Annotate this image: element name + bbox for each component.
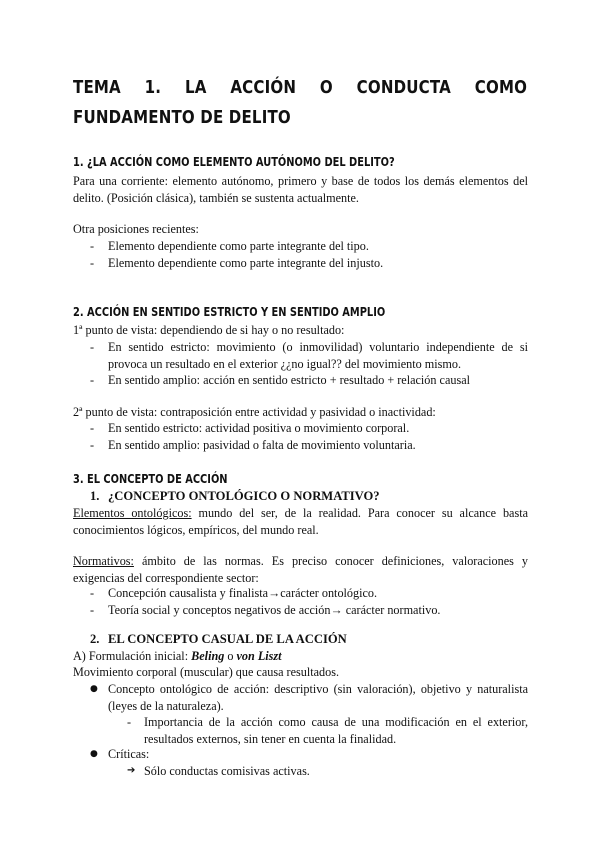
arrow-icon: ➔ [127, 765, 136, 776]
subsection-2-number: 2. [90, 632, 100, 646]
list-dash: - [90, 256, 95, 270]
formulation-prefix: A) Formulación inicial: [73, 649, 192, 663]
subsection-2-title: EL CONCEPTO CASUAL DE LA ACCIÓN [108, 632, 347, 646]
ontological-text: mundo del ser, de la realidad. Para conocer su alcance basta conocimientos lógicos, empíricos, del mundo real. [73, 506, 528, 537]
normative-text: ámbito de las normas. Es preciso conocer definiciones, valoraciones y exigencias del correspondiente sector: [73, 554, 528, 585]
author-beling: Beling [191, 649, 225, 663]
list-dash: - [90, 421, 95, 435]
list-item: En sentido amplio: acción en sentido estricto + resultado + relación causal [108, 373, 470, 387]
list-dash: - [127, 715, 132, 729]
list-dash: - [90, 239, 95, 253]
list-item: Teoría social y conceptos negativos de acción→ carácter normativo. [108, 603, 441, 617]
list-item: Importancia de la acción como causa de una modificación en el exterior, resultados externos, sin tener en cuenta la finalidad. [144, 715, 528, 746]
list-dash: - [90, 340, 95, 354]
list-item: En sentido estricto: movimiento (o inmovilidad) voluntario independiente de si provoca un resultado en el exterior ¿¿no igual?? del movimiento mismo. [108, 340, 528, 371]
list-item: En sentido estricto: actividad positiva o movimiento corporal. [108, 421, 410, 435]
list-dash: - [90, 603, 95, 617]
formulation-line [73, 648, 528, 665]
bullet-dot: ● [90, 684, 98, 694]
section-1-heading: 1. ¿LA ACCIÓN COMO ELEMENTO AUTÓNOMO DEL DELITO? [73, 155, 395, 169]
list-item: Elemento dependiente como parte integrante del injusto. [108, 256, 384, 270]
list-item: En sentido amplio: pasividad o falta de movimiento voluntaria. [108, 438, 416, 452]
list-item: Concepto ontológico de acción: descriptivo (sin valoración), objetivo y naturalista (leyes de la naturaleza). [108, 682, 528, 713]
list-item: Elemento dependiente como parte integrante del tipo. [108, 239, 369, 253]
section-2-heading: 2. ACCIÓN EN SENTIDO ESTRICTO Y EN SENTIDO AMPLIO [73, 305, 386, 319]
author-von-liszt: von Liszt [236, 649, 282, 663]
ontological-label: Elementos ontológicos: [73, 506, 192, 520]
section-1-paragraph: Para una corriente: elemento autónomo, primero y base de todos los demás elementos del delito. (Posición clásica), también se sustenta actualmente. [73, 174, 528, 205]
list-item: Críticas: [108, 747, 150, 761]
connector: o [224, 649, 237, 663]
subsection-1-title: ¿CONCEPTO ONTOLÓGICO O NORMATIVO? [108, 489, 380, 503]
section-2-view-2: 2ª punto de vista: contraposición entre actividad y pasividad o inactividad: [73, 405, 436, 419]
normative-label: Normativos: [73, 554, 134, 568]
bullet-dot: ● [90, 749, 98, 759]
normative-paragraph [73, 553, 528, 586]
movement-line: Movimiento corporal (muscular) que causa resultados. [73, 665, 340, 679]
list-item: Concepción causalista y finalista→carácter ontológico. [108, 586, 378, 600]
list-dash: - [90, 373, 95, 387]
list-dash: - [90, 438, 95, 452]
document-title: TEMA 1. LA ACCIÓN O CONDUCTA COMO FUNDAMENTO DE DELITO [73, 78, 528, 128]
list-item: Sólo conductas comisivas activas. [144, 764, 310, 778]
list-dash: - [90, 586, 95, 600]
section-3-heading: 3. EL CONCEPTO DE ACCIÓN [73, 472, 228, 486]
section-1-other-intro: Otra posiciones recientes: [73, 222, 199, 236]
subsection-1-number: 1. [90, 489, 100, 503]
ontological-paragraph [73, 505, 528, 538]
section-2-view-1: 1ª punto de vista: dependiendo de si hay o no resultado: [73, 323, 345, 337]
